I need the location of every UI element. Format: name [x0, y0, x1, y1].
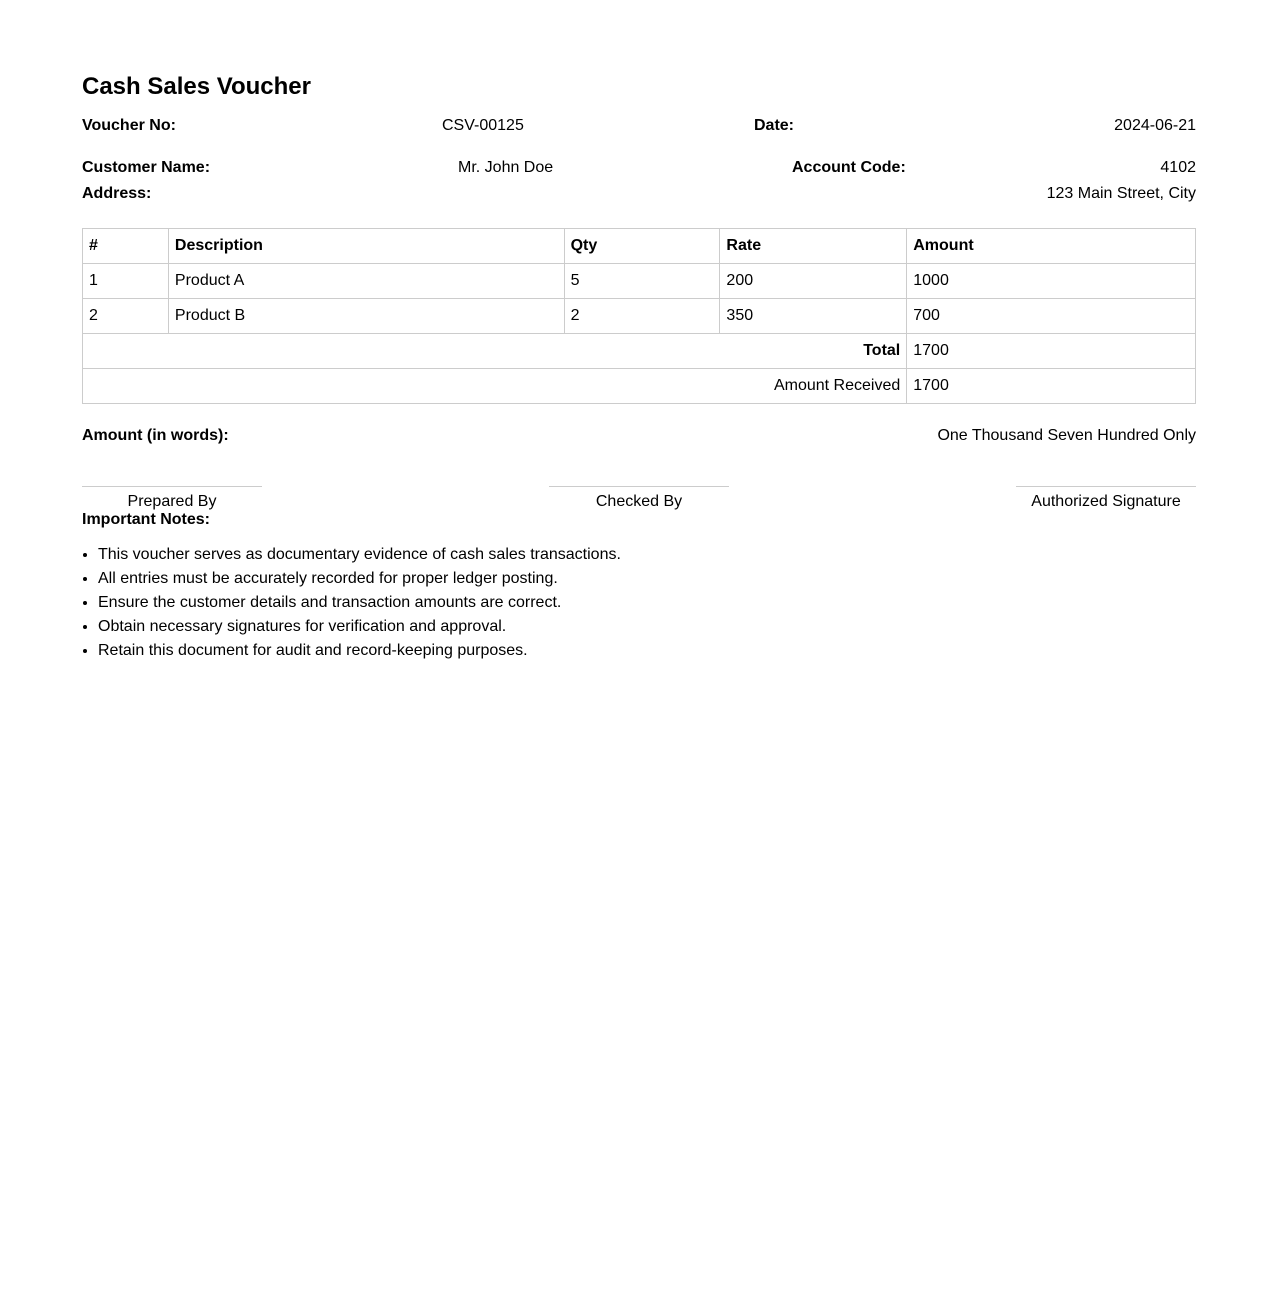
column-header: Amount — [907, 229, 1196, 264]
voucher-no-value: CSV-00125 — [442, 117, 524, 134]
account-code-label: Account Code: — [792, 159, 906, 176]
row-number: 2 — [83, 299, 169, 334]
list-item: • All entries must be accurately recorded for proper ledger posting. — [98, 567, 621, 591]
date-value: 2024-06-21 — [1114, 117, 1196, 134]
column-header: Rate — [720, 229, 907, 264]
notes-list — [82, 543, 621, 663]
customer-name-value: Mr. John Doe — [458, 159, 554, 176]
column-header: Description — [168, 229, 564, 264]
list-item: • Obtain necessary signatures for verification and approval. — [98, 615, 621, 639]
page-title: Cash Sales Voucher — [82, 73, 311, 100]
authorized-signature: Authorized Signature — [1016, 486, 1196, 512]
notes-title: Important Notes: — [82, 511, 210, 528]
address-value: 123 Main Street, City — [1046, 185, 1196, 202]
checked-by-signature: Checked By — [549, 486, 729, 512]
column-header: # — [83, 229, 169, 264]
row-amount: 1000 — [907, 264, 1196, 299]
row-rate: 200 — [720, 264, 907, 299]
address-label: Address: — [82, 185, 152, 202]
account-code-value: 4102 — [1160, 159, 1196, 176]
column-header: Qty — [564, 229, 720, 264]
prepared-by-signature: Prepared By — [82, 486, 262, 512]
row-qty: 5 — [564, 264, 720, 299]
row-description: Product B — [168, 299, 564, 334]
row-amount: 700 — [907, 299, 1196, 334]
amount-received-value: 1700 — [907, 369, 1196, 404]
row-rate: 350 — [720, 299, 907, 334]
table-row — [83, 264, 1196, 299]
list-item: • Ensure the customer details and transaction amounts are correct. — [98, 591, 621, 615]
customer-name-label: Customer Name: — [82, 159, 211, 176]
date-label: Date: — [754, 117, 795, 134]
list-item: • This voucher serves as documentary evidence of cash sales transactions. — [98, 543, 621, 567]
amount-received-row — [83, 369, 1196, 404]
voucher-no-label: Voucher No: — [82, 117, 176, 134]
row-qty: 2 — [564, 299, 720, 334]
total-label: Total — [83, 334, 907, 369]
voucher-row — [82, 116, 1196, 136]
amount-received-label: Amount Received — [83, 369, 907, 404]
items-table — [82, 228, 1196, 404]
total-value: 1700 — [907, 334, 1196, 369]
table-header-row — [83, 229, 1196, 264]
amount-in-words-label: Amount (in words): — [82, 427, 229, 444]
table-row — [83, 299, 1196, 334]
list-item: • Retain this document for audit and record-keeping purposes. — [98, 639, 621, 663]
row-description: Product A — [168, 264, 564, 299]
customer-row — [82, 158, 1196, 178]
total-row — [83, 334, 1196, 369]
row-number: 1 — [83, 264, 169, 299]
amount-in-words-row — [82, 426, 1196, 446]
address-row — [82, 184, 1196, 204]
amount-in-words-value: One Thousand Seven Hundred Only — [937, 427, 1196, 444]
